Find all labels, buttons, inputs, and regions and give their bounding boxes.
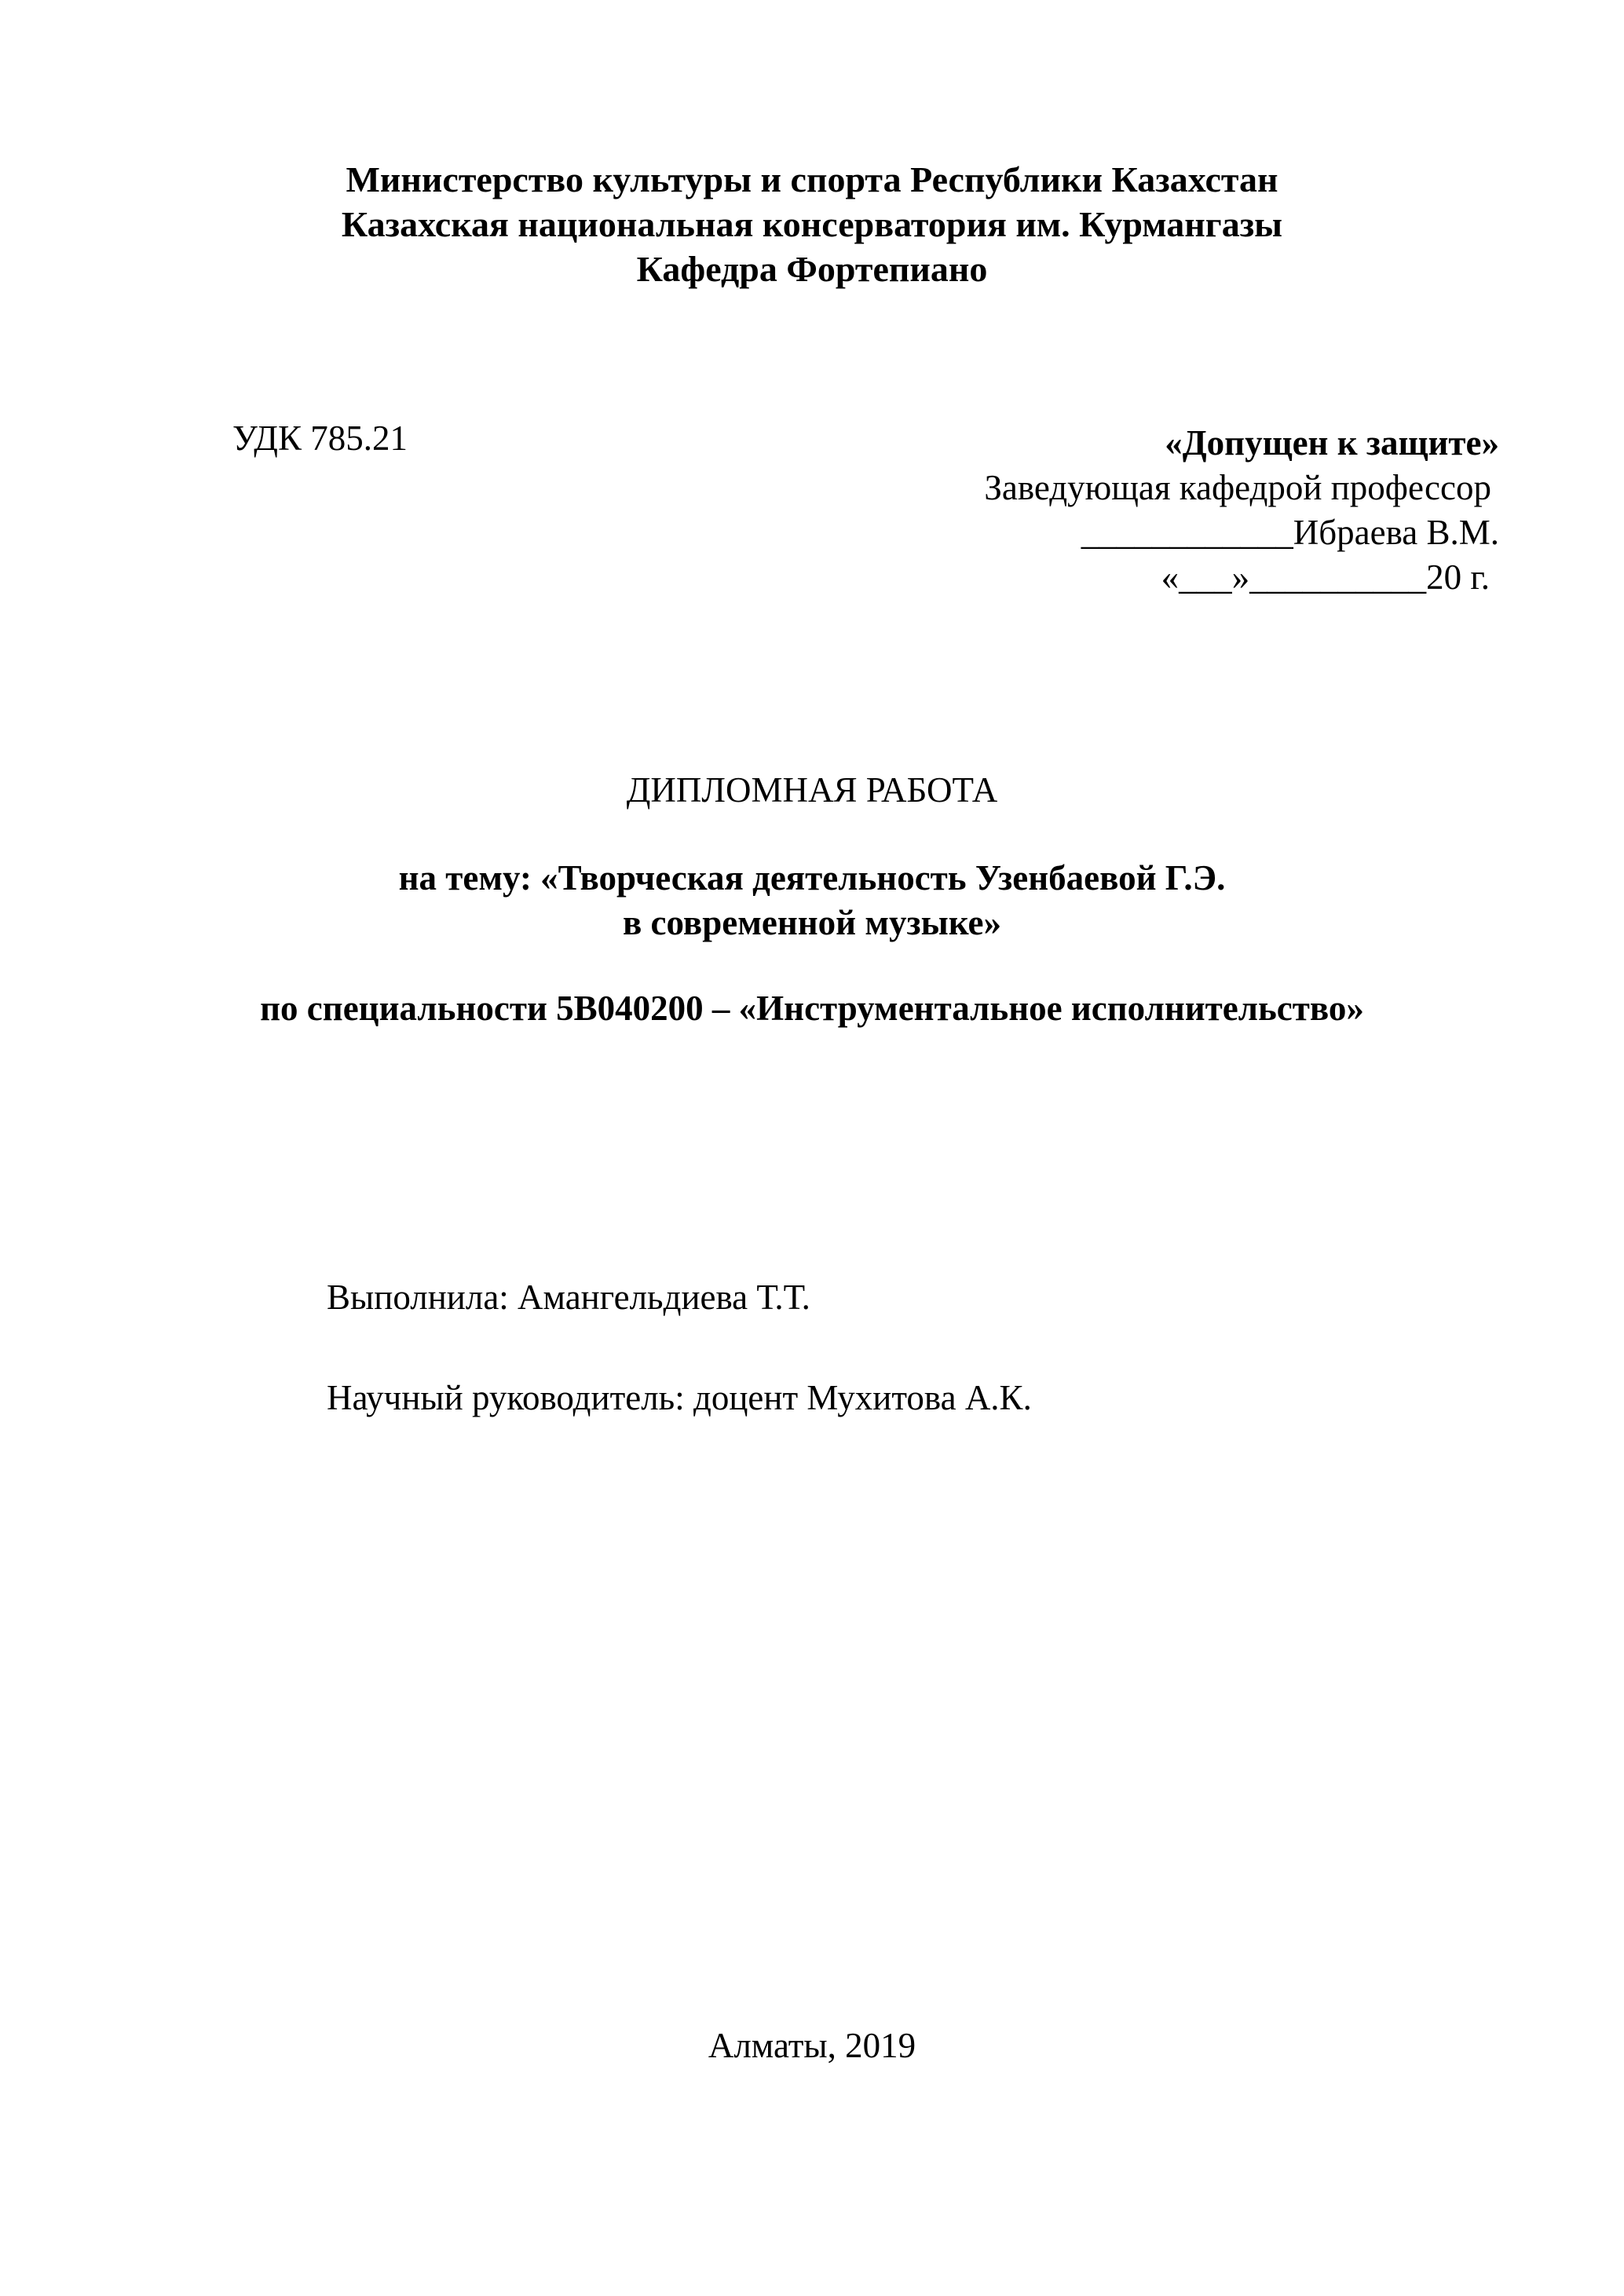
supervisor: Научный руководитель: доцент Мухитова А.К. <box>327 1378 1032 1417</box>
topic-block <box>0 856 1624 945</box>
department-name: Кафедра Фортепиано <box>636 249 988 289</box>
udk-code: УДК 785.21 <box>232 419 408 458</box>
institution-name: Казахская национальная консерватория им. Курмангазы <box>341 204 1283 244</box>
author: Выполнила: Амангельдиева Т.Т. <box>327 1278 810 1317</box>
specialty: по специальности 5В040200 – «Инструментальное исполнительство» <box>260 989 1364 1028</box>
approval-signature: ____________Ибраева В.М. <box>1081 513 1499 552</box>
approval-title: «Допущен к защите» <box>1165 423 1499 462</box>
city-year: Алматы, 2019 <box>708 2026 916 2065</box>
approval-date: «___»__________20 г. <box>1161 558 1490 597</box>
document-header <box>0 157 1624 291</box>
approval-position: Заведующая кафедрой профессор <box>984 468 1491 507</box>
work-type: ДИПЛОМНАЯ РАБОТА <box>626 770 998 810</box>
approval-block <box>984 421 1499 600</box>
ministry-name: Министерство культуры и спорта Республики Казахстан <box>346 159 1278 199</box>
topic-line-1: на тему: «Творческая деятельность Узенбаевой Г.Э. <box>398 858 1226 898</box>
topic-line-2: в современной музыке» <box>622 903 1001 942</box>
